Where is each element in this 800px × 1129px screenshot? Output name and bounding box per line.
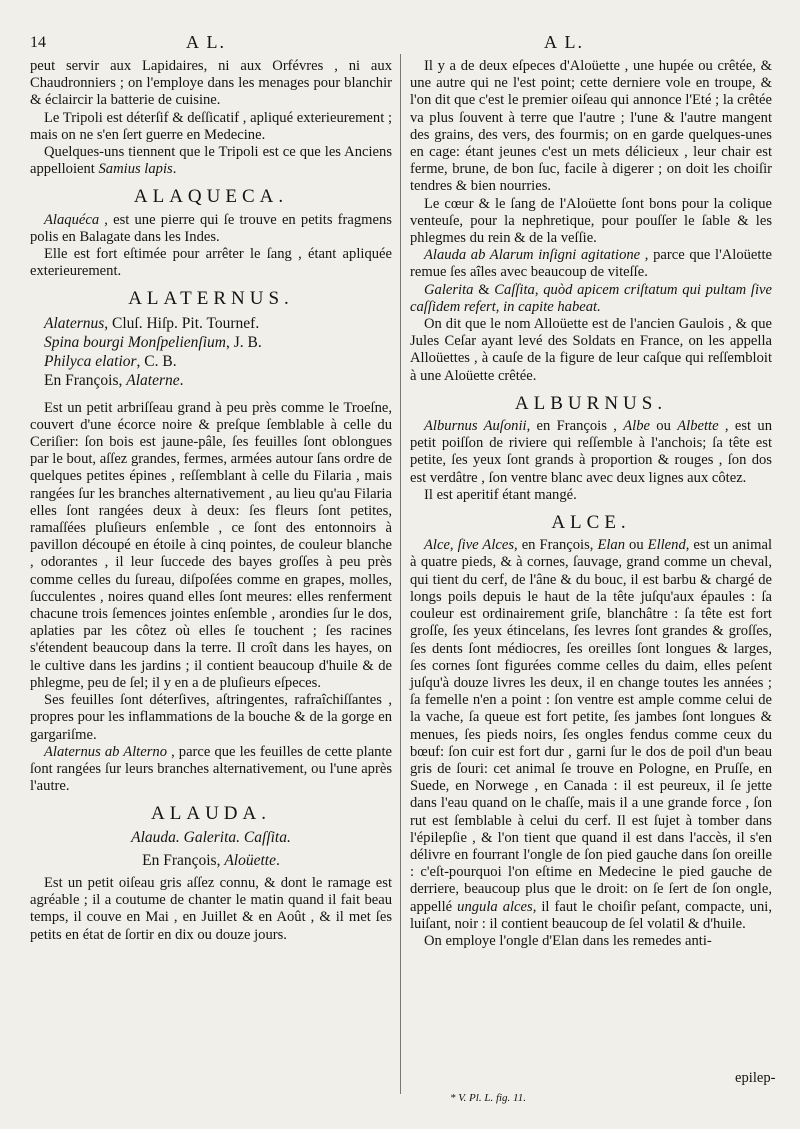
alce-paragraph-2: On employe l'ongle d'Elan dans les remedes anti- — [424, 932, 712, 949]
alaqueca-paragraph-2: Elle est fort eſtimée pour arrêter le ſang , étant apliquée exterieurement. — [30, 246, 392, 280]
heading-alaqueca: ALAQUECA. — [133, 186, 289, 208]
heading-alce: ALCE. — [551, 512, 631, 534]
heading-alaternus: ALATERNUS. — [128, 288, 294, 310]
alburnus-paragraph-1: Alburnus Auſonii, en François , Albe ou Albette , est un petit poiſſon de riviere qui reſſemble à l'anchois; ſa tête est petite, ſes yeux ſont grands à proportion & rouges , ſon dos est verdâtre , ſon ventre blanc avec deux lignes aux côtez. — [410, 418, 773, 486]
tripoli-paragraph-1: peut servir aux Lapidaires, ni aux Orfévres , ni aux Chaudronniers ; on l'employe dans les menages pour blanchir & éclaircir la batterie de cuisine. — [30, 58, 392, 109]
page-number: 14 — [30, 34, 46, 51]
synonym-line: En François, Alaterne. — [44, 371, 184, 389]
alauda-french-name: En François, Aloüette. — [142, 851, 280, 869]
footnote: * V. Pl. L. fig. 11. — [450, 1092, 526, 1104]
alauda-paragraph-4: Alauda ab Alarum inſigni agitatione , parce que l'Aloüette remue ſes aîles avec beaucoup de viteſſe. — [410, 247, 772, 281]
alauda-paragraph-1: Est un petit oiſeau gris aſſez connu, & dont le ramage est agréable ; il a coutume de chanter le matin quand il fait beau temps, il couve en Mai , en Juillet & en Août , & il met ſes petits en état de ſortir en dix ou douze jours. — [30, 874, 392, 943]
tripoli-paragraph-2: Le Tripoli est déterſif & deſſicatif , apliqué exterieurement ; mais on ne s'en ſert guerre en Medecine. — [30, 109, 392, 143]
left-column — [30, 58, 392, 944]
alaternus-paragraph-1: Est un petit arbriſſeau grand à peu près comme le Troeſne, couvert d'une écorce noire & preſque ſemblable à celle du Ceriſier: ſon bois est jaune-pâle, ſes feuilles ſont oblongues par le bout, aſſez grandes, fermes, armées autour ſans ordre de quelques petites épines , reſſemblant à celle du Filaria , mais rangées ſur les branches alternativement , au lieu qu'au Filaria elles ſont rangées deux à deux: ſes fleurs ſont petites, ramaſſées pluſieurs enſemble , ce ſont des entonnoirs à pavillon découpé en étoile à cinq pointes, de couleur blanche , odorantes , il leur ſuccede des bayes groſſes à peu près comme celles du ſureau, diſpoſées comme en grapes, molles, ſucculentes , noires quand elles ſont meures: elles renferment chacune trois ſemences jointes enſemble , arondies ſur le dos, aplaties par les côtez où elles ſe touchent ; ſes racines s'étendent beaucoup dans la terre. Il croît dans les hayes, on le cultive dans les jardins ; il contient beaucoup d'huile & de phlegme, peu de ſel; il y en a de pluſieurs eſpeces. — [30, 399, 392, 691]
column-rule — [400, 54, 401, 1094]
alaternus-paragraph-2: Ses feuilles ſont déterſives, aſtringentes, rafraîchiſſantes , propres pour les inflammations de la bouche & de la gorge en gargariſme. — [30, 692, 392, 743]
alauda-paragraph-3: Le cœur & le ſang de l'Aloüette ſont bons pour la colique venteuſe, pour la nephretique, pour pouſſer le ſable & les phlegmes du rein & de la veſſie. — [410, 195, 772, 247]
alauda-paragraph-2: Il y a de deux eſpeces d'Aloüette , une hupée ou crêtée, & une autre qui ne l'est point; cette derniere vole en troupe, & l'on dit que c'est le premier oiſeau qui annonce l'Eté ; la crêtée va plus ſouvent à terre que l'autre ; l'une & l'autre mangent des grains, des vers, des fourmis; on en garde quelques-unes en cage: étant jeunes c'est un mets délicieux , leur chair est ferme, brune, de bon ſuc, facile à digerer ; on doit les choiſir tendres & bien nourries. — [410, 58, 772, 195]
heading-alauda: ALAUDA. — [151, 803, 271, 825]
tripoli-paragraph-3: Quelques-uns tiennent que le Tripoli est ce que les Anciens appelloient Samius lapis. — [30, 144, 392, 178]
synonym-line: Philyca elatior, C. B. — [44, 352, 177, 370]
catchword: epilep- — [735, 1070, 776, 1086]
alce-paragraph-1: Alce, ſive Alces, en François, Elan ou Ellend, est un animal à quatre pieds, & à cornes, ſauvage, grand comme un cheval, qui tient du cerf, de l'âne & du bouc, il est barbu & chargé de longs poils depuis le haut de la tête juſqu'aux épaules : ſa couleur est ordinairement griſe, blanchâtre : ſa tête est fort groſſe, ſes yeux étincelans, ſes levres ſont grandes & groſſes, ſes dents ſont médiocres, ſes oreilles ſont longues & larges, ſes cornes ſont figurées comme celles du daim, elles peſent juſqu'à douze livres les deux, il en change toutes les années ; ſa femelle n'en a point : ſon ventre est ample comme celui de la vache, ſa queue est fort petite, ſes jambes ſont longues & menues, ſes pieds noirs, ſes ongles fendus comme ceux du bœuf: ſon cuir est fort dur , garni ſur le dos de poil d'un beau gris de ſouri: cet animal ſe trouve en Pologne, en Pruſſe, en Suede, en Norwege , en Canada : il est peureux, il ſe jette dans l'eau quand on le chaſſe, mais il a une grande force , ſon rut est ſemblable à celui du cerf. Il est ſujet à tomber dans l'épilepſie , & l'on tient que quand il est dans l'accès, il s'en délivre en fourrant l'ongle de ſon pied gauche dans ſon oreille : c'eſt-pourquoi l'on eſtime en Medecine le pied gauche de derriere, beaucoup plus que le droit: on ſe ſert de ſon ongle, appellé ungula alces, il faut le choiſir peſant, compacte, uni, luiſant, noir : il contient beaucoup de ſel volatil & d'huile. — [410, 537, 772, 932]
synonym-line: Alaternus, Cluſ. Hiſp. Pit. Tournef. — [44, 314, 260, 332]
synonym-line: Spina bourgi Monſpelienſium, J. B. — [44, 333, 262, 351]
alauda-paragraph-5: Galerita & Caſſita, quòd apicem criſtatum qui pultam ſive caſſidem refert, in capite habeat. — [410, 281, 772, 315]
alauda-latin-names: Alauda. Galerita. Caſſita. — [131, 828, 291, 846]
right-running-head: A L. — [544, 32, 585, 52]
alaqueca-paragraph-1: Alaquéca , est une pierre qui ſe trouve en petits fragmens polis en Balagate dans les Indes. — [30, 211, 392, 245]
alauda-paragraph-6: On dit que le nom Alloüette est de l'ancien Gaulois , & que Jules Ceſar ayant levé des Soldats en France, on les appella Alloüettes , à cauſe de la figure de leur caſque qui reſſembloit à une Aloüette crêtée. — [410, 316, 772, 384]
right-column — [410, 58, 772, 950]
heading-alburnus: ALBURNUS. — [514, 392, 668, 414]
alaternus-synonyms — [44, 314, 392, 390]
alaternus-paragraph-3: Alaternus ab Alterno , parce que les feuilles de cette plante ſont rangées ſur leurs branches alternativement, ou l'une après l'autre. — [30, 743, 392, 795]
alburnus-paragraph-2: Il est aperitif étant mangé. — [424, 486, 577, 503]
left-running-head: A L. — [186, 32, 227, 52]
